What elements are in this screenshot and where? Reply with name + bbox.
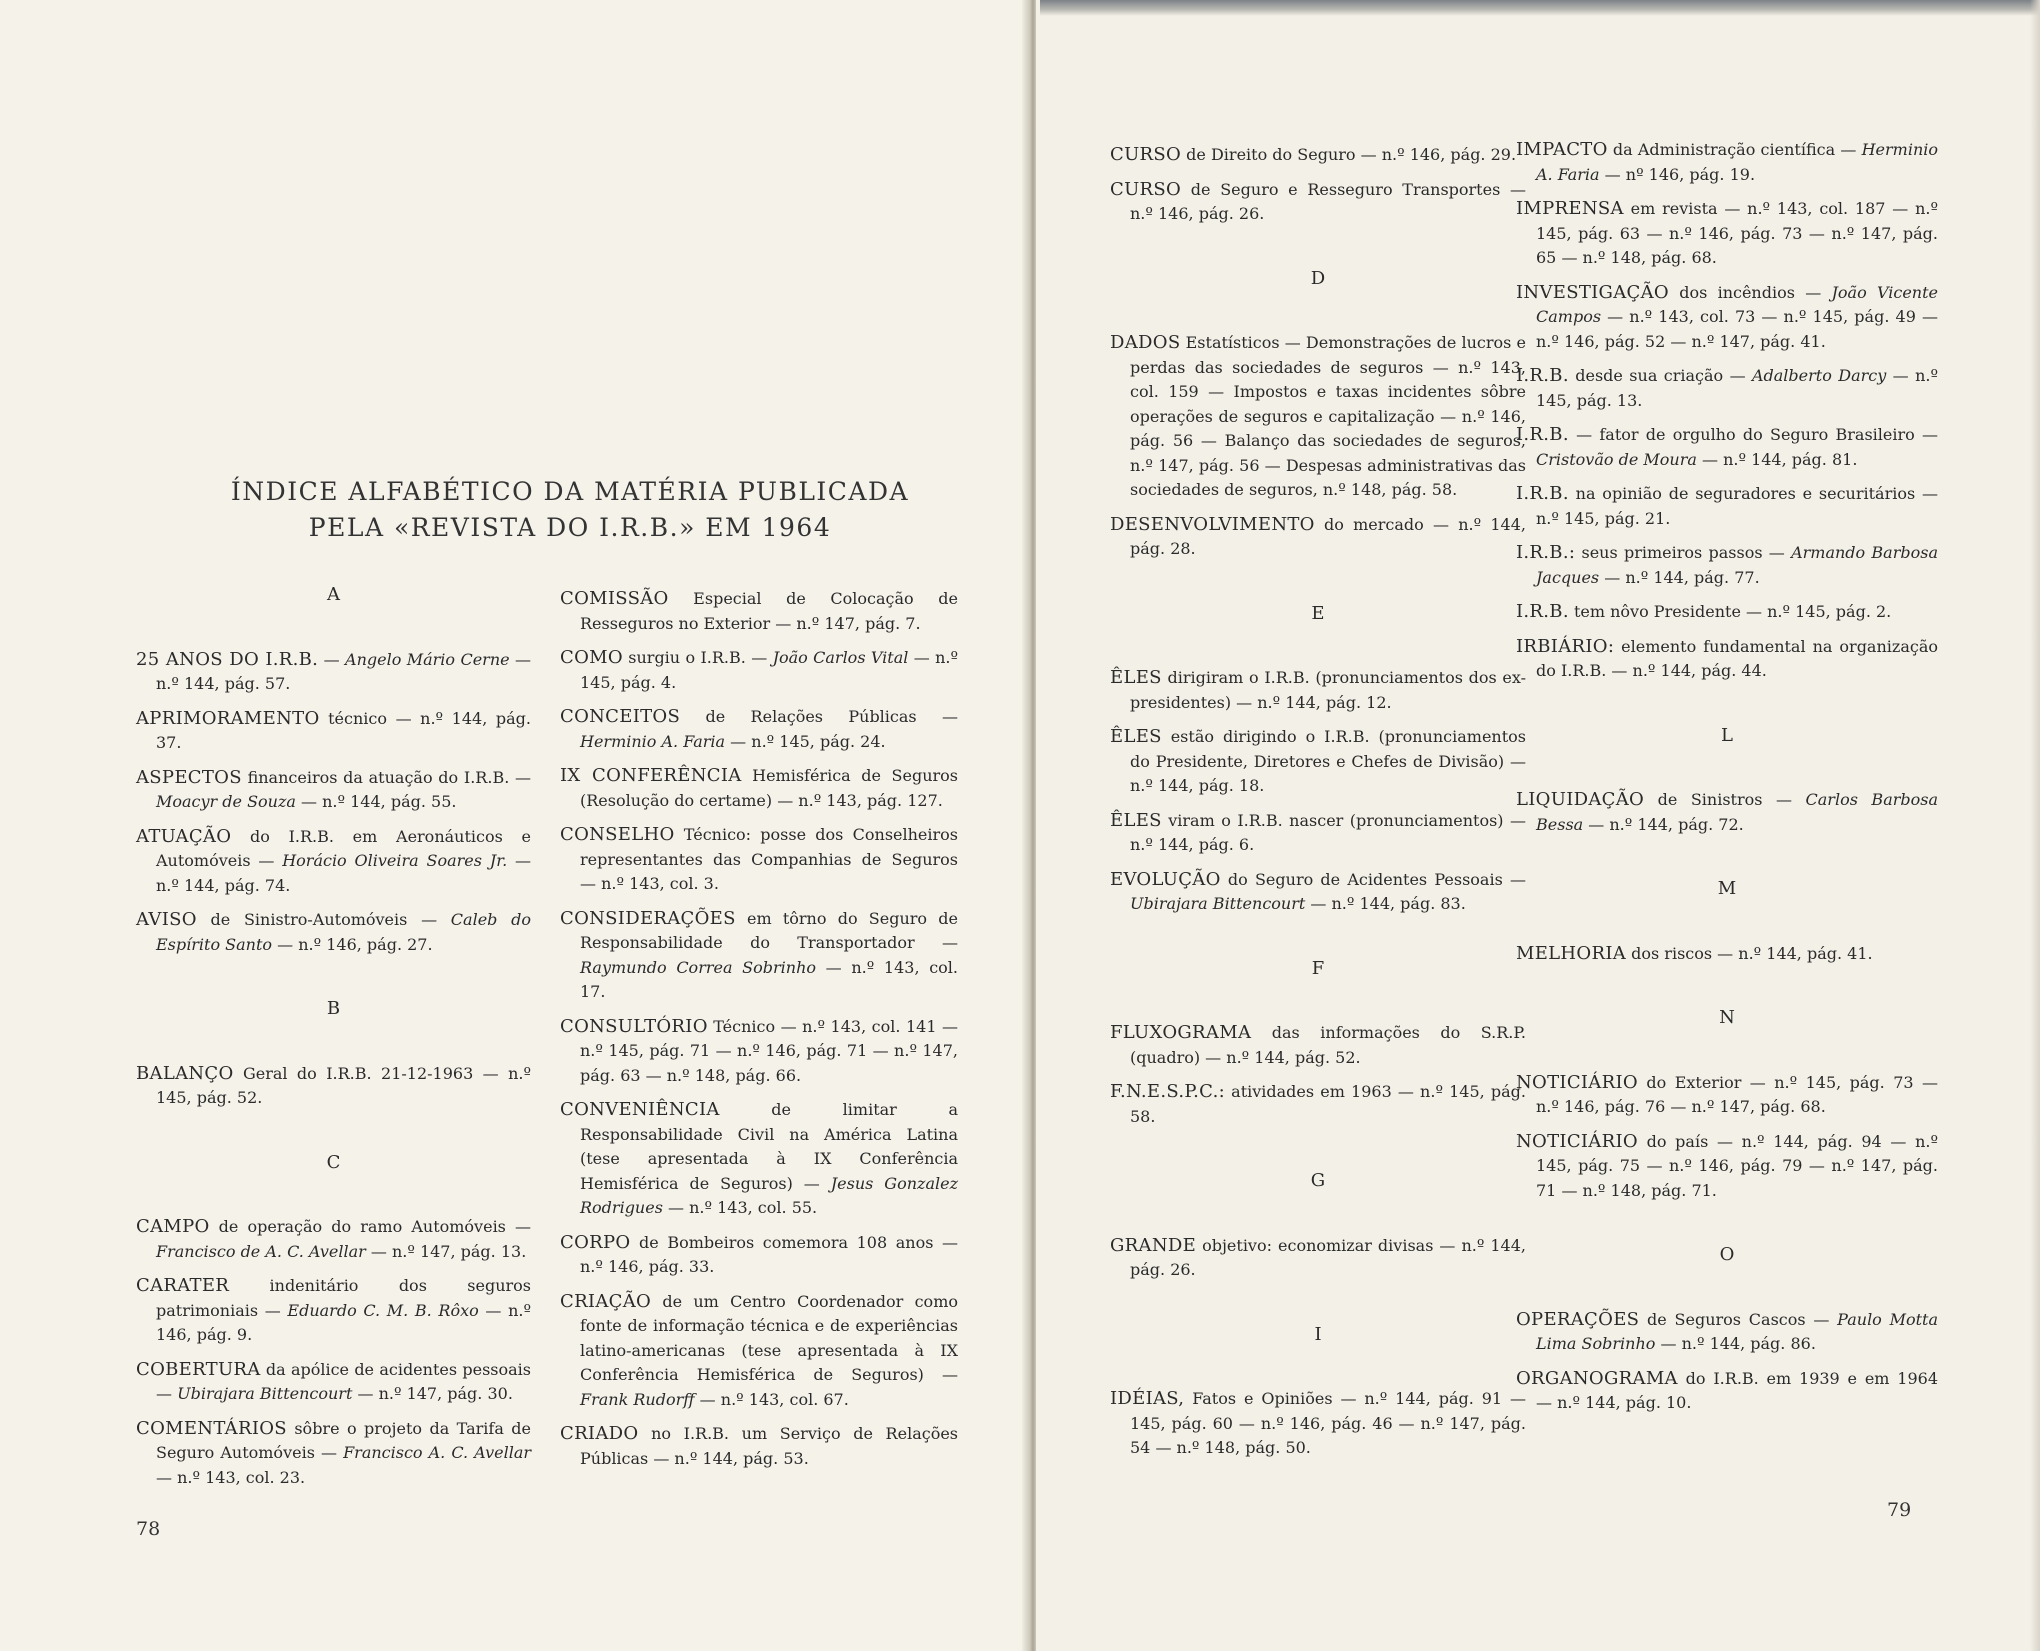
entry-heading: BALANÇO (136, 1062, 234, 1084)
title-line-1: ÍNDICE ALFABÉTICO DA MATÉRIA PUBLICADA (230, 477, 910, 506)
entry-author: Armando Barbosa Jacques (1536, 543, 1938, 587)
entry-text: sôbre o projeto da Tarifa de Seguro Automóveis — (156, 1418, 531, 1462)
entry-reference: elemento fundamental na organização do I.R.B. — n.º 144, pág. 44. (1536, 636, 1938, 680)
section-letter: M (1717, 878, 1737, 899)
index-entry (1516, 1130, 1938, 1204)
entry-heading: APRIMORAMENTO (136, 707, 320, 729)
index-column-4 (1516, 138, 1938, 1426)
entry-reference: estão dirigindo o I.R.B. (pronunciamentos do Presidente, Diretores e Chefes de Divisão) — n.º 144, pág. 18. (1130, 727, 1526, 795)
index-entry (560, 1098, 958, 1221)
entry-heading: CORPO (560, 1231, 631, 1253)
page-edge-shading (2030, 0, 2040, 1651)
page-top-shadow (1040, 0, 2040, 16)
index-entry (1516, 942, 1938, 967)
entry-author: Herminio A. Faria (580, 731, 726, 751)
entry-author: Frank Rudorff (580, 1389, 695, 1409)
index-entry (560, 1015, 958, 1089)
entry-reference: de Seguro e Resseguro Transportes — n.º 146, pág. 26. (1130, 179, 1526, 223)
index-entry (136, 1274, 531, 1348)
entry-author: Eduardo C. M. B. Rôxo (287, 1300, 479, 1320)
entry-heading: IMPRENSA (1516, 198, 1624, 219)
entry-heading: CONSELHO (560, 824, 675, 845)
index-entry (560, 705, 958, 754)
index-entry (1110, 1234, 1526, 1283)
entry-reference: Estatísticos — Demonstrações de lucros e perdas das sociedades de seguros — n.º 143, col. 159 — Impostos e taxas incidentes sôbre operações de seguros e capitalização — n.º 146, pág. 56 — Balanço das sociedades de seguros, n.º 147, pág. 56 — Despesas administrativas das sociedades de seguros, n.º 148, pág. 58. (1130, 333, 1526, 499)
entry-reference: — n.º 145, pág. 24. (725, 731, 886, 751)
entry-heading: CONSULTÓRIO (560, 1015, 708, 1037)
entry-author: Moacyr de Souza (156, 792, 296, 811)
entry-reference: — n.º 143, col. 55. (662, 1198, 818, 1217)
entry-reference: — n.º 147, pág. 13. (365, 1241, 527, 1261)
entry-text: de Relações Públicas — (680, 707, 958, 726)
entry-author: Francisco A. C. Avellar (343, 1443, 532, 1462)
entry-reference: de Bombeiros comemora 108 anos — n.º 146, pág. 33. (580, 1232, 958, 1276)
entry-heading: CARATER (136, 1275, 230, 1296)
index-entry (1110, 143, 1526, 168)
entry-heading: FLUXOGRAMA (1110, 1022, 1252, 1043)
index-entry (560, 907, 958, 1005)
entry-text: da Administração científica — (1607, 140, 1862, 159)
entry-reference: Especial de Colocação de Resseguros no Exterior — n.º 147, pág. 7. (580, 589, 958, 633)
entry-reference: no I.R.B. um Serviço de Relações Públicas — n.º 144, pág. 53. (580, 1424, 958, 1468)
entry-reference: técnico — n.º 144, pág. 37. (156, 708, 531, 752)
entry-reference: Técnico — n.º 143, col. 141 — n.º 145, pág. 71 — n.º 146, pág. 71 — n.º 147, pág. 63 — n.º 148, pág. 66. (580, 1016, 958, 1085)
entry-heading: I.R.B. (1516, 601, 1569, 622)
index-entry (1110, 725, 1526, 799)
entry-text: em tôrno do Seguro de Responsabilidade do Transportador — (580, 908, 958, 952)
section-letter: C (326, 1151, 341, 1173)
entry-text: desde sua criação — (1568, 366, 1752, 385)
index-entry (1516, 1308, 1938, 1357)
entry-author: Caleb do Espírito Santo (156, 910, 531, 954)
entry-reference: do país — n.º 144, pág. 94 — n.º 145, pág. 75 — n.º 146, pág. 79 — n.º 147, pág. 71 — n.º 148, pág. 71. (1536, 1131, 1938, 1200)
entry-author: Horácio Oliveira Soares Jr. (282, 851, 508, 870)
index-column-3 (1110, 143, 1526, 1471)
entry-heading: MELHORIA (1516, 942, 1627, 964)
index-entry (560, 1290, 958, 1413)
index-entry (560, 764, 958, 813)
entry-reference: — n.º 143, col. 23. (156, 1467, 306, 1487)
entry-heading: CONCEITOS (560, 706, 681, 727)
index-entry (560, 646, 958, 695)
entry-author: Ubirajara Bittencourt (177, 1384, 353, 1403)
page-number-left: 78 (136, 1518, 161, 1540)
entry-reference: — n.º 144, pág. 74. (156, 851, 531, 895)
index-entry (1516, 541, 1938, 590)
entry-text: financeiros da atuação do I.R.B. — (241, 767, 531, 787)
section-letter: I (1314, 1323, 1322, 1345)
entry-heading: IRBIÁRIO: (1516, 635, 1615, 657)
entry-reference: — n.º 144, pág. 83. (1305, 894, 1466, 913)
section-letter: F (1311, 957, 1325, 979)
entry-reference: — n.º 144, pág. 57. (156, 649, 531, 693)
index-entry (1110, 1387, 1526, 1461)
entry-text: surgiu o I.R.B. — (622, 648, 773, 667)
index-entry (1516, 281, 1938, 355)
entry-author: Raymundo Correa Sobrinho (580, 957, 816, 977)
index-entry (1110, 178, 1526, 227)
entry-reference: em revista — n.º 143, col. 187 — n.º 145, pág. 63 — n.º 146, pág. 73 — n.º 147, pág. 65 — n.º 148, pág. 68. (1536, 199, 1938, 267)
entry-author: Adalberto Darcy (1751, 366, 1887, 385)
entry-reference: dirigiram o I.R.B. (pronunciamentos dos ex-presidentes) — n.º 144, pág. 12. (1130, 668, 1526, 712)
entry-author: Cristovão de Moura (1536, 449, 1697, 469)
entry-heading: OPERAÇÕES (1516, 1308, 1640, 1330)
page-number-right: 79 (1887, 1499, 1912, 1521)
index-entry (1516, 364, 1938, 413)
entry-text: de um Centro Coordenador como fonte de informação técnica e de experiências latino-americanas (tese apresentada à IX Conferência Hemisférica de Seguros) — (580, 1291, 958, 1384)
section-letter: D (1310, 267, 1326, 289)
section-letter: L (1721, 724, 1733, 746)
entry-heading: CURSO (1110, 178, 1182, 200)
entry-heading: COMENTÁRIOS (136, 1417, 287, 1439)
entry-reference: — n.º 145, pág. 4. (580, 648, 959, 692)
entry-heading: DESENVOLVIMENTO (1110, 513, 1315, 535)
entry-reference: viram o I.R.B. nascer (pronunciamentos) — n.º 144, pág. 6. (1130, 810, 1526, 854)
entry-reference: — n.º 143, col. 73 — n.º 145, pág. 49 — n.º 146, pág. 52 — n.º 147, pág. 41. (1536, 307, 1938, 351)
entry-heading: CRIAÇÃO (560, 1290, 652, 1312)
entry-heading: IMPACTO (1516, 139, 1608, 160)
entry-heading: ÊLES (1110, 726, 1162, 747)
entry-heading: ÊLES (1110, 667, 1162, 688)
index-entry (1110, 331, 1526, 503)
entry-heading: CONVENIÊNCIA (560, 1099, 720, 1120)
index-entry (1516, 1367, 1938, 1416)
entry-heading: CONSIDERAÇÕES (560, 907, 736, 929)
entry-reference: dos riscos — n.º 144, pág. 41. (1626, 943, 1873, 963)
index-entry (1516, 1071, 1938, 1120)
entry-reference: — nº 146, pág. 19. (1599, 164, 1756, 184)
entry-reference: atividades em 1963 — n.º 145, pág. 58. (1130, 1082, 1526, 1126)
entry-reference: Geral do I.R.B. 21-12-1963 — n.º 145, pág. 52. (156, 1063, 531, 1107)
index-entry (136, 908, 531, 957)
entry-heading: AVISO (136, 909, 197, 930)
entry-text: do I.R.B. em Aeronáuticos e Automóveis — (156, 826, 531, 870)
entry-author: João Carlos Vital (772, 648, 909, 667)
section-letter: E (1311, 602, 1325, 624)
entry-heading: ATUAÇÃO (136, 825, 232, 847)
entry-heading: I.R.B.: (1516, 542, 1576, 563)
index-entry (1516, 788, 1938, 837)
entry-reference: do Exterior — n.º 145, pág. 73 — n.º 146, pág. 76 — n.º 147, pág. 68. (1536, 1072, 1938, 1116)
entry-text: — fator de orgulho do Seguro Brasileiro — (1568, 425, 1938, 444)
entry-reference: de Direito do Seguro — n.º 146, pág. 29. (1181, 145, 1517, 164)
index-entry (136, 707, 531, 756)
entry-heading: CAMPO (136, 1216, 210, 1237)
index-entry (1516, 482, 1938, 531)
entry-text: de Sinistro-Automóveis — (196, 910, 451, 929)
entry-heading: LIQUIDAÇÃO (1516, 789, 1645, 810)
entry-reference: objetivo: economizar divisas — n.º 144, pág. 26. (1130, 1235, 1526, 1279)
entry-reference: — n.º 145, pág. 13. (1536, 366, 1938, 410)
entry-reference: — n.º 143, col. 67. (694, 1389, 849, 1409)
entry-heading: IX CONFERÊNCIA (560, 765, 742, 786)
entry-heading: I.R.B. (1516, 365, 1569, 386)
entry-reference: — n.º 147, pág. 30. (352, 1384, 513, 1403)
index-entry (560, 587, 958, 636)
entry-heading: COMO (560, 647, 623, 668)
section-letter: A (327, 584, 340, 605)
index-entry (1110, 513, 1526, 562)
entry-text: do Seguro de Acidentes Pessoais — (1220, 869, 1526, 889)
index-entry (136, 648, 531, 697)
entry-heading: COBERTURA (136, 1358, 261, 1380)
entry-author: Paulo Motta Lima Sobrinho (1536, 1309, 1939, 1353)
entry-heading: F.N.E.S.P.C.: (1110, 1081, 1226, 1102)
entry-text: indenitário dos seguros patrimoniais — (156, 1276, 531, 1320)
entry-reference: das informações do S.R.P. (quadro) — n.º 144, pág. 52. (1130, 1023, 1526, 1067)
entry-text: de Seguros Cascos — (1639, 1309, 1838, 1329)
index-entry (560, 823, 958, 897)
entry-author: João Vicente Campos (1536, 282, 1938, 326)
entry-reference: — n.º 144, pág. 72. (1583, 814, 1744, 834)
entry-author: Angelo Mário Cerne (345, 649, 510, 669)
entry-reference: — n.º 144, pág. 81. (1696, 449, 1858, 469)
entry-reference: — n.º 146, pág. 9. (156, 1300, 531, 1344)
entry-author: Jesus Gonzalez Rodrigues (580, 1173, 958, 1217)
index-column-1 (136, 583, 531, 1500)
entry-text: de limitar a Responsabilidade Civil na América Latina (tese apresentada à IX Conferência Hemisférica de Seguros) — (580, 1100, 958, 1193)
entry-heading: COMISSÃO (560, 588, 669, 609)
entry-reference: do I.R.B. em 1939 e em 1964 — n.º 144, pág. 10. (1536, 1368, 1938, 1412)
entry-heading: ASPECTOS (136, 766, 242, 788)
index-entry (560, 1231, 958, 1280)
index-entry (136, 1358, 531, 1407)
section-letter: B (326, 998, 341, 1019)
section-letter: G (1310, 1170, 1326, 1191)
index-entry (136, 1215, 531, 1264)
entry-reference: — n.º 144, pág. 55. (295, 792, 457, 811)
entry-author: Herminio A. Faria (1536, 140, 1938, 184)
section-letter: N (1719, 1007, 1735, 1028)
entry-heading: NOTICIÁRIO (1516, 1071, 1638, 1093)
index-entry (1516, 197, 1938, 271)
index-column-2 (560, 587, 958, 1481)
index-entry (560, 1422, 958, 1471)
index-entry (136, 1417, 531, 1491)
entry-heading: CRIADO (560, 1423, 639, 1444)
entry-author: Ubirajara Bittencourt (1130, 894, 1306, 913)
index-entry (136, 766, 531, 815)
index-entry (136, 1062, 531, 1111)
entry-heading: EVOLUÇÃO (1110, 868, 1221, 890)
entry-reference: tem nôvo Presidente — n.º 145, pág. 2. (1568, 602, 1892, 621)
index-entry (1516, 138, 1938, 187)
entry-heading: I.R.B. (1516, 483, 1569, 504)
entry-text: da apólice de acidentes pessoais — (156, 1359, 531, 1403)
entry-reference: — n.º 143, col. 17. (580, 957, 958, 1001)
entry-text: de operação do ramo Automóveis — (209, 1217, 531, 1236)
entry-heading: IDÉIAS, (1110, 1388, 1185, 1409)
entry-text: seus primeiros passos — (1575, 543, 1792, 562)
entry-heading: INVESTIGAÇÃO (1516, 281, 1669, 303)
entry-heading: ORGANOGRAMA (1516, 1367, 1678, 1389)
entry-text: — (318, 649, 346, 669)
index-entry (1516, 423, 1938, 472)
index-entry (1516, 635, 1938, 684)
entry-reference: — n.º 144, pág. 86. (1655, 1334, 1816, 1353)
entry-reference: Hemisférica de Seguros (Resolução do certame) — n.º 143, pág. 127. (580, 766, 958, 810)
entry-text: de Sinistros — (1644, 790, 1806, 809)
index-entry (1110, 666, 1526, 715)
entry-reference: Fatos e Opiniões — n.º 144, pág. 91 — 145, pág. 60 — n.º 146, pág. 46 — n.º 147, pág. 54 — n.º 148, pág. 50. (1130, 1389, 1526, 1457)
entry-reference: — n.º 144, pág. 77. (1599, 567, 1760, 587)
title-line-2: PELA «REVISTA DO I.R.B.» EM 1964 (308, 513, 832, 542)
index-entry (1110, 1021, 1526, 1070)
entry-text: dos incêndios — (1668, 282, 1832, 302)
entry-reference: na opinião de seguradores e securitários — n.º 145, pág. 21. (1536, 484, 1938, 528)
entry-heading: NOTICIÁRIO (1516, 1130, 1638, 1152)
entry-reference: do mercado — n.º 144, pág. 28. (1130, 514, 1526, 558)
index-entry (1110, 868, 1526, 917)
entry-heading: DADOS (1110, 332, 1181, 353)
index-entry (1110, 809, 1526, 858)
index-entry (1516, 600, 1938, 625)
entry-heading: ÊLES (1110, 809, 1162, 831)
entry-reference: — n.º 146, pág. 27. (272, 934, 433, 954)
entry-heading: 25 ANOS DO I.R.B. (136, 648, 319, 670)
index-entry (136, 825, 531, 899)
entry-author: Francisco de A. C. Avellar (156, 1241, 366, 1261)
entry-reference: Técnico: posse dos Conselheiros representantes das Companhias de Seguros — n.º 143, col. 3. (580, 825, 958, 893)
entry-heading: I.R.B. (1516, 424, 1569, 445)
entry-heading: CURSO (1110, 144, 1182, 165)
index-title (200, 474, 940, 546)
index-entry (1110, 1080, 1526, 1129)
entry-author: Carlos Barbosa Bessa (1536, 790, 1939, 834)
entry-heading: GRANDE (1110, 1234, 1197, 1256)
section-letter: O (1719, 1244, 1735, 1265)
right-page (1036, 0, 2040, 1651)
